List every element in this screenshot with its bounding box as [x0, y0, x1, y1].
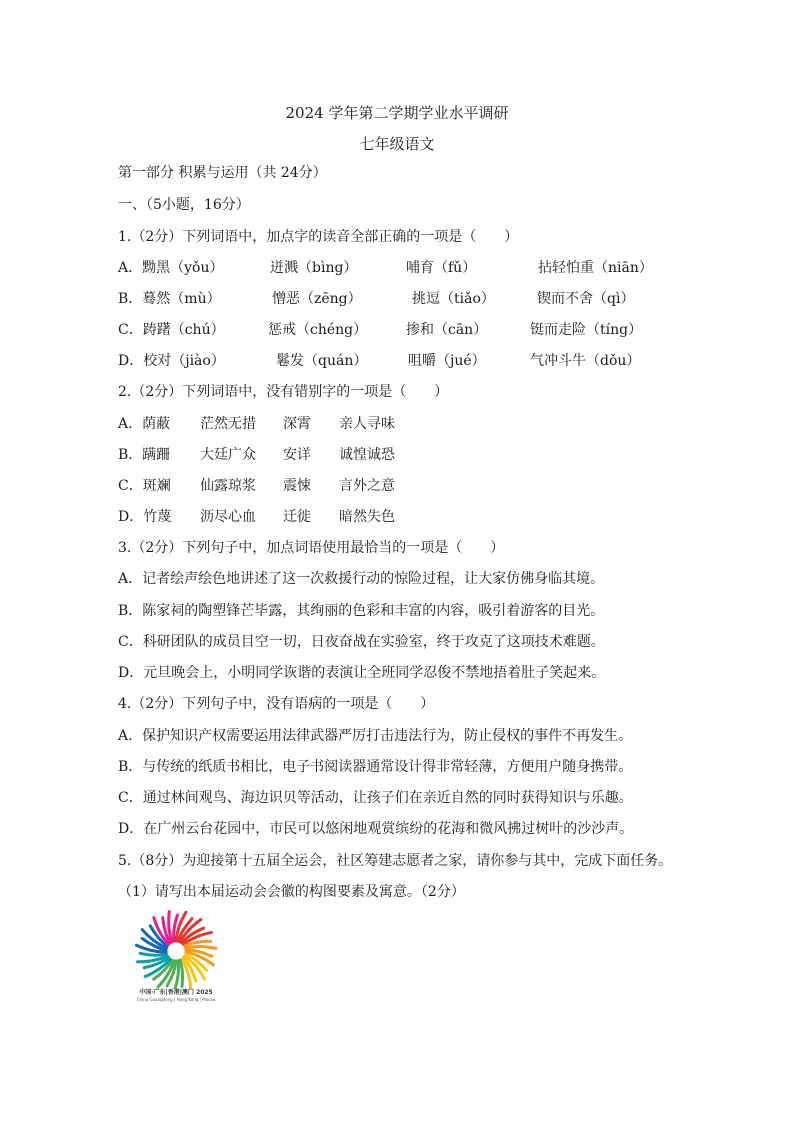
- option-cell: 铤而走险（tíng）: [530, 322, 643, 338]
- emblem-caption: 中国·广东|香港|澳门 2025: [139, 989, 213, 996]
- question-3-option-c: C．科研团队的成员目空一切，日夜奋战在实验室，终于攻克了这项技术难题。: [118, 634, 605, 650]
- option-cell: 诚惶诚恐: [339, 447, 395, 463]
- question-3-stem: 3.（2分）下列句子中，加点词语使用最恰当的一项是（ ）: [118, 540, 505, 556]
- question-5-subquestion-1: （1）请写出本届运动会会徽的构图要素及寓意。（2分）: [118, 884, 465, 900]
- option-cell: 惩戒（chéng）: [268, 322, 368, 338]
- option-cell: 安详: [283, 447, 311, 463]
- option-cell: 暗然失色: [339, 509, 395, 525]
- question-3-option-d: D．元旦晚会上，小明同学诙谐的表演让全班同学忍俊不禁地捂着肚子笑起来。: [118, 665, 606, 681]
- option-cell: 茫然无措: [200, 416, 256, 432]
- question-4-option-b: B．与传统的纸质书相比，电子书阅读器通常设计得非常轻薄，方便用户随身携带。: [118, 759, 633, 775]
- question-4-stem: 4.（2分）下列句子中，没有语病的一项是（ ）: [118, 696, 435, 712]
- section-heading: 一、（5小题，16分）: [118, 197, 250, 213]
- document-title: 2024 学年第二学期学业水平调研: [285, 104, 509, 122]
- option-cell: 拈轻怕重（niān）: [538, 260, 653, 276]
- option-cell: 咀嚼（jué）: [408, 353, 486, 369]
- question-2-stem: 2.（2分）下列词语中，没有错别字的一项是（ ）: [118, 384, 449, 400]
- question-4-option-d: D．在广州云台花园中，市民可以悠闲地观赏缤纷的花海和微风拂过树叶的沙沙声。: [118, 821, 634, 837]
- option-cell: A．黝黑（yǒu）: [118, 260, 224, 276]
- option-cell: B．蓦然（mù）: [118, 291, 221, 307]
- question-5-stem: 5.（8分）为迎接第十五届全运会，社区筹建志愿者之家，请你参与其中，完成下面任务。: [118, 853, 673, 869]
- option-cell: 挑逗（tiǎo）: [412, 291, 495, 307]
- question-1-stem: 1.（2分）下列词语中，加点字的读音全部正确的一项是（ ）: [118, 229, 519, 245]
- emblem-ray: [140, 953, 166, 955]
- option-cell: 深霄: [283, 416, 311, 432]
- option-cell: 仙露琼浆: [200, 478, 256, 494]
- question-3-option-b: B．陈家祠的陶塑锋芒毕露，其绚丽的色彩和丰富的内容，吸引着游客的目光。: [118, 603, 605, 619]
- option-cell: A．荫蔽: [118, 416, 171, 432]
- option-cell: 迁徙: [283, 509, 311, 525]
- emblem-ray: [180, 960, 183, 986]
- question-4-option-c: C．通过林间观鸟、海边识贝等活动，让孩子们在亲近自然的同时获得知识与乐趣。: [118, 790, 633, 806]
- option-cell: D．校对（jiào）: [118, 353, 225, 369]
- option-cell: 迸溅（bìng）: [270, 260, 358, 276]
- option-cell: B．蹒跚: [118, 447, 171, 463]
- emblem-caption-en: China Guangdong | Hong Kong | Macao: [136, 997, 216, 1002]
- option-cell: 亲人寻味: [339, 416, 395, 432]
- option-cell: 震悚: [283, 478, 311, 494]
- option-cell: C．踌躇（chú）: [118, 322, 225, 338]
- option-cell: 鬈发（quán）: [276, 353, 368, 369]
- option-cell: C．斑斓: [118, 478, 171, 494]
- emblem-ray: [186, 946, 216, 948]
- option-cell: 大廷广众: [200, 447, 256, 463]
- part-heading: 第一部分 积累与运用（共 24分）: [118, 165, 327, 181]
- question-3-option-a: A．记者绘声绘色地讲述了这一次救援行动的惊险过程，让大家仿佛身临其境。: [118, 571, 605, 587]
- option-cell: 锲而不舍（qì）: [537, 291, 635, 307]
- option-cell: 憎恶（zēng）: [272, 291, 362, 307]
- emblem-ray: [169, 912, 172, 942]
- emblem-burst-icon: [126, 905, 226, 989]
- document-subtitle: 七年级语文: [359, 135, 435, 153]
- games-emblem-logo: [126, 905, 226, 1010]
- option-cell: 哺育（fǔ）: [406, 260, 477, 276]
- option-cell: 掺和（cān）: [406, 322, 488, 338]
- option-cell: D．竹蔑: [118, 509, 172, 525]
- option-cell: 气冲斗牛（dǒu）: [530, 353, 641, 369]
- question-4-option-a: A．保护知识产权需要运用法律武器严厉打击违法行为，防止侵权的事件不再发生。: [118, 728, 633, 744]
- option-cell: 言外之意: [339, 478, 395, 494]
- option-cell: 沥尽心血: [200, 509, 256, 525]
